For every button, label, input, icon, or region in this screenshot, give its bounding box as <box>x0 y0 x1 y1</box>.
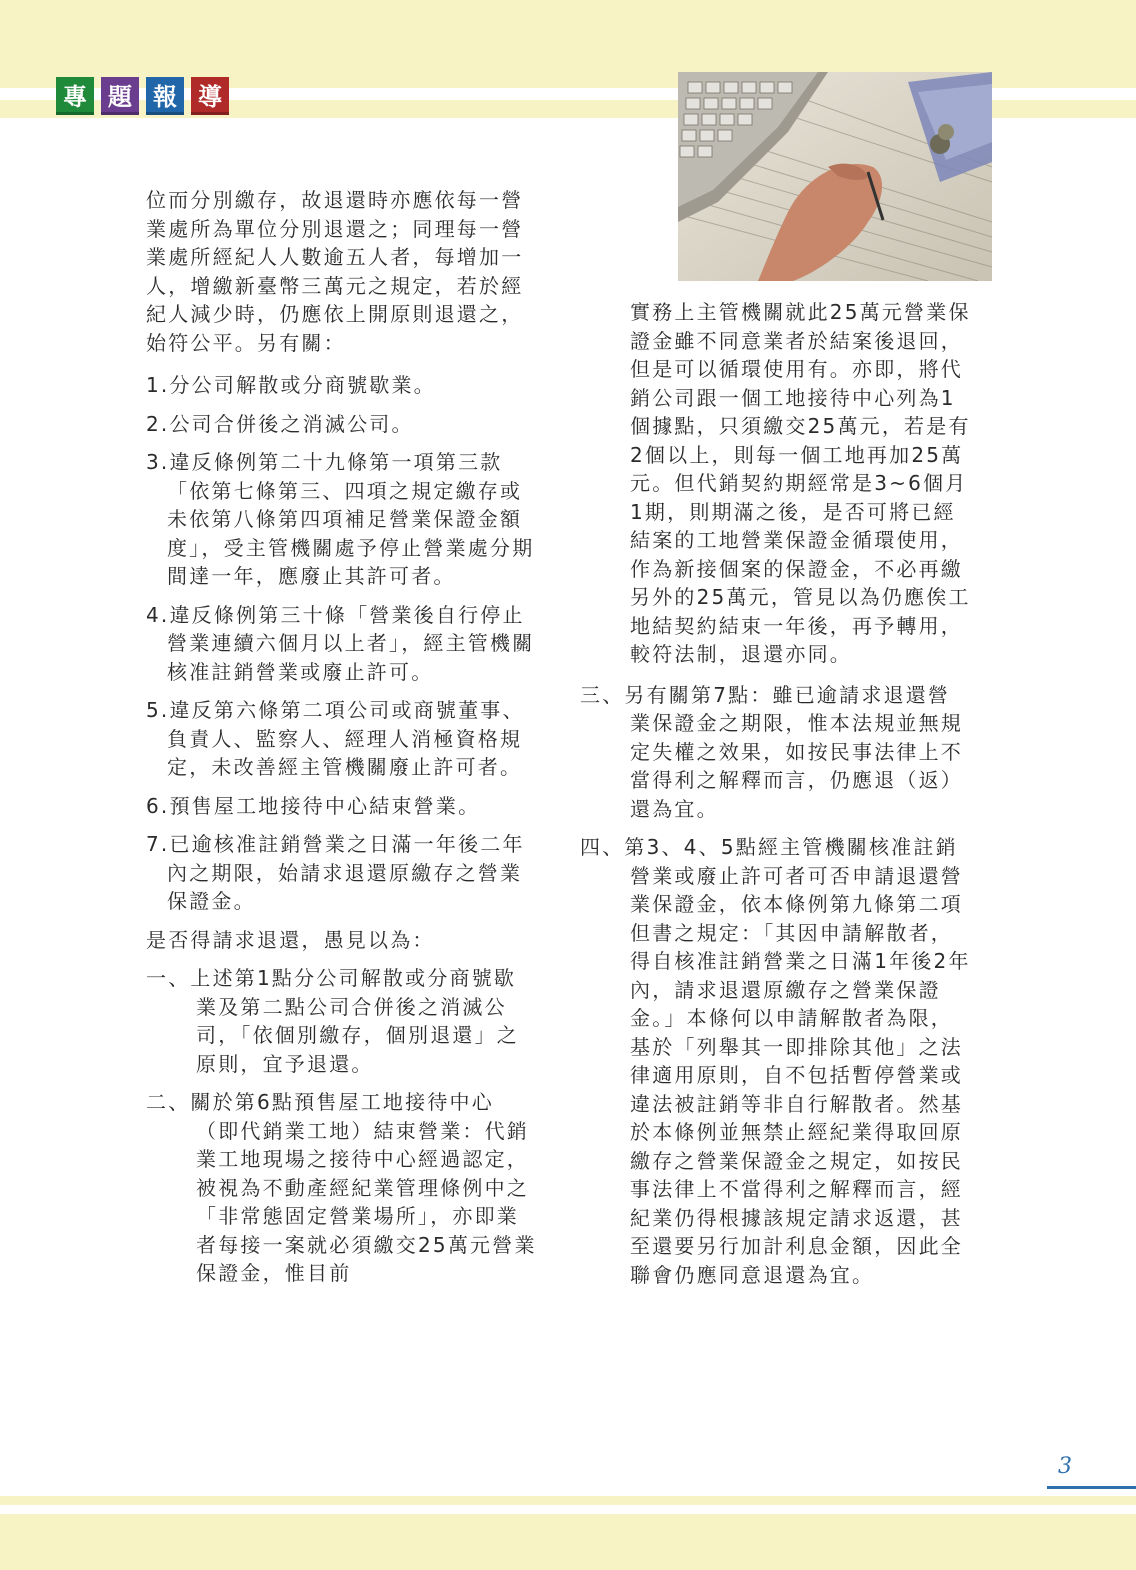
page-number: 3 <box>1058 1454 1072 1479</box>
bottom-band <box>0 1514 1136 1570</box>
list-item: 4.違反條例第三十條「營業後自行停止營業連續六個月以上者」，經主管機關核准註銷營業或廢止許可。 <box>146 602 535 684</box>
intro-paragraph: 位而分別繳存，故退還時亦應依每一營業處所為單位分別退還之；同理每一營業處所經紀人人數逾五人者，每增加一人，增繳新臺幣三萬元之規定，若於經紀人減少時，仍應依上開原則退還之，始符公平。另有關： <box>146 188 524 355</box>
photo-illustration <box>678 72 992 281</box>
right-column <box>580 298 972 1299</box>
opinion-item: 四、第3、4、5點經主管機關核准註銷營業或廢止許可者可否申請退還營業保證金，依本條例第九條第二項但書之規定：「其因申請解散者，得自核准註銷營業之日滿1年後2年內，請求退還原繳存之營業保證金。」本條何以申請解散者為限，基於「列舉其一即排除其他」之法律適用原則，自不包括暫停營業或違法被註銷等非自行解散者。然基於本條例並無禁止經紀業得取回原繳存之營業保證金之規定，如按民事法律上不當得利之解釋而言，經紀業仍得根據該規定請求返還，甚至還要另行加計利息金額，因此全聯會仍應同意退還為宜。 <box>580 835 971 1287</box>
list-item: 2.公司合併後之消滅公司。 <box>146 411 414 436</box>
bottom-stripe <box>0 1496 1136 1505</box>
opinion-item: 二、關於第6點預售屋工地接待中心（即代銷業工地）結束營業：代銷業工地現場之接待中心經過認定，被視為不動產經紀業管理條例中之「非常態固定營業場所」，亦即業者每接一案就必須繳交25萬元營業保證金，惟目前 <box>146 1090 537 1285</box>
left-column <box>146 186 538 1298</box>
list-item: 3.違反條例第二十九條第一項第三款「依第七條第三、四項之規定繳存或未依第八條第四項補足營業保證金額度」，受主管機關處予停止營業處分期間達一年，應廢止其許可者。 <box>146 450 535 588</box>
keyboard-finance-photo <box>678 72 992 281</box>
list-item: 5.違反第六條第二項公司或商號董事、負責人、監察人、經理人消極資格規定，未改善經主管機關廢止許可者。 <box>146 698 525 779</box>
tag-bao: 報 <box>146 77 184 115</box>
continuation-paragraph: 實務上主管機關就此25萬元營業保證金雖不同意業者於結案後退回，但是可以循環使用有。亦即，將代銷公司跟一個工地接待中心列為1個據點，只須繳交25萬元，若是有2個以上，則每一個工地再加25萬元。但代銷契約期經常是3~6個月1期，則期滿之後，是否可將已經結案的工地營業保證金循環使用，作為新接個案的保證金，不必再繳另外的25萬元，管見以為仍應俟工地結契約結束一年後，再予轉用，較符法制，退還亦同。 <box>630 300 971 666</box>
list-item: 1.分公司解散或分商號歇業。 <box>146 373 436 397</box>
list-item: 7.已逾核准註銷營業之日滿一年後二年內之期限，始請求退還原繳存之營業保證金。 <box>146 832 525 913</box>
tag-zhuan: 專 <box>56 77 94 115</box>
tag-ti: 題 <box>101 77 139 115</box>
page-number-rule <box>1047 1486 1136 1489</box>
opinion-item: 三、另有關第7點：雖已逾請求退還營業保證金之期限，惟本法規並無規定失權之效果，如按民事法律上不當得利之解釋而言，仍應退（返）還為宜。 <box>580 682 963 821</box>
opinion-item: 一、上述第1點分公司解散或分商號歇業及第二點公司合併後之消滅公司，「依個別繳存，個別退還」之原則，宜予退還。 <box>146 966 519 1076</box>
list-item: 6.預售屋工地接待中心結束營業。 <box>146 793 481 818</box>
question-line: 是否得請求退還，愚見以為： <box>146 927 435 952</box>
tag-dao: 導 <box>191 77 229 115</box>
section-tags <box>56 77 229 115</box>
